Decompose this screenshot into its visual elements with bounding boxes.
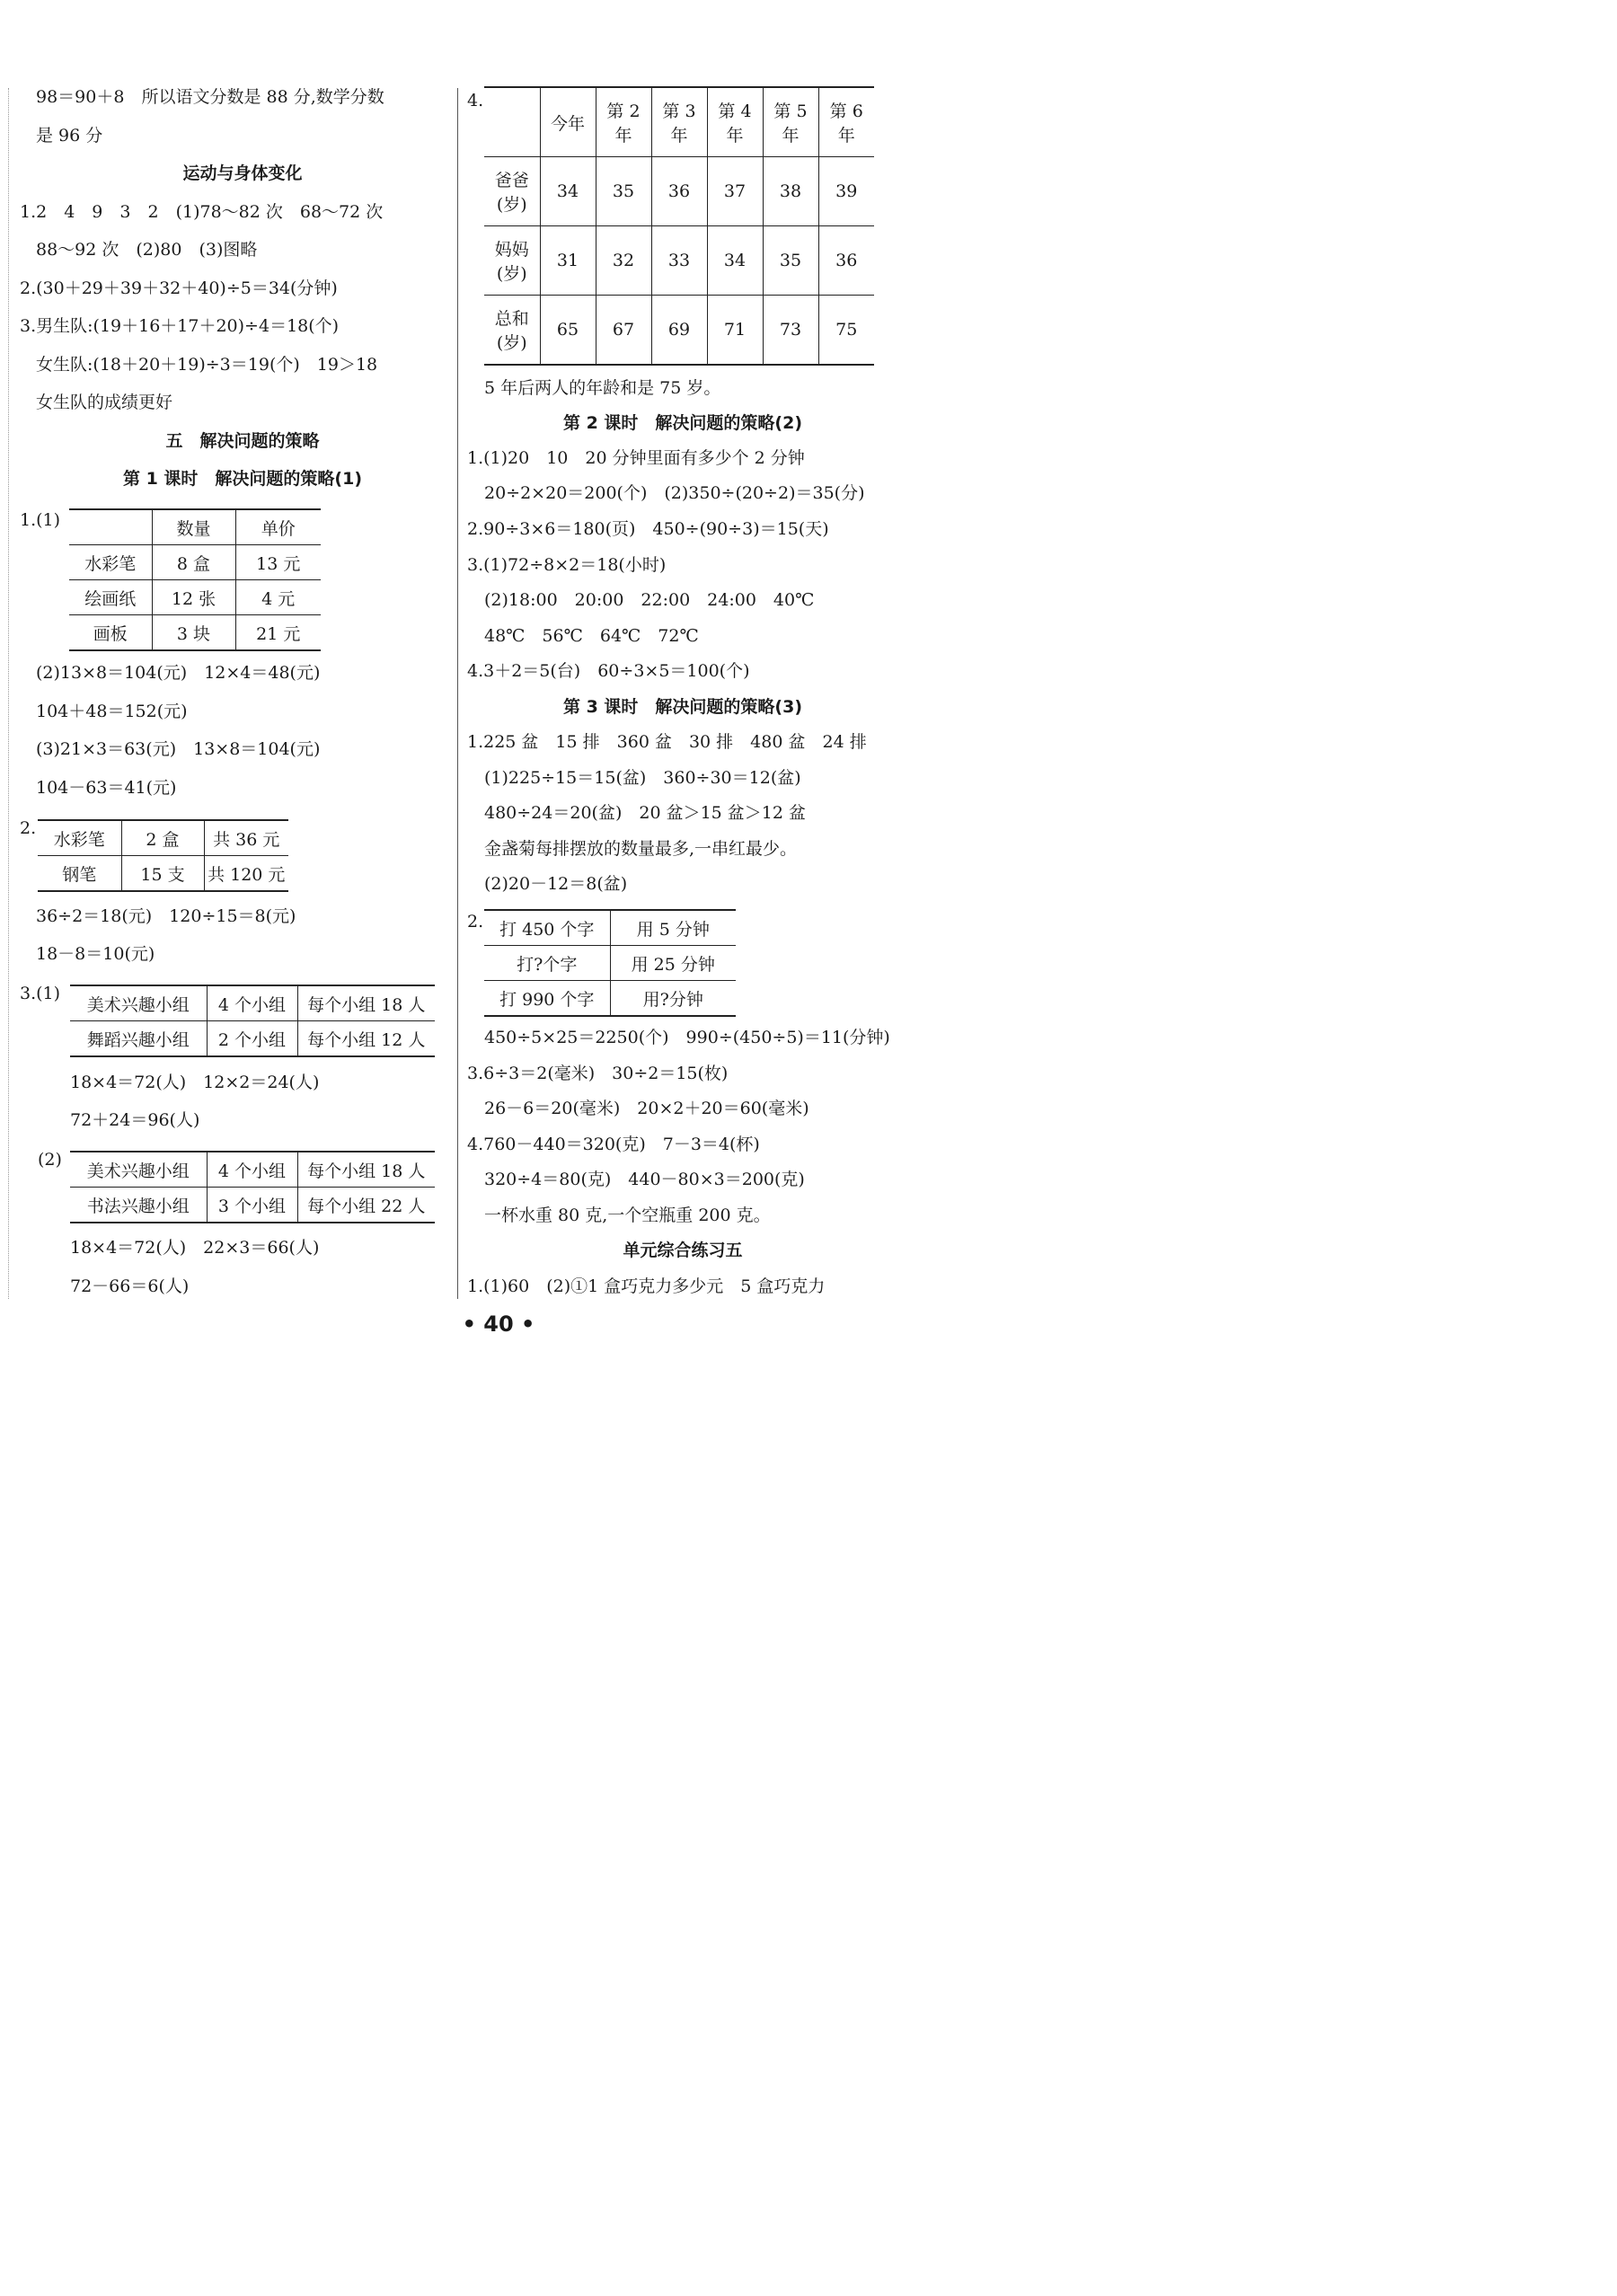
table-cell: 美术兴趣小组 (86, 1161, 190, 1181)
table-cell: 打?个字 (484, 946, 610, 981)
text-line: 88～92 次 (2)80 (3)图略 (36, 240, 258, 260)
text-line: 18－8＝10(元) (36, 944, 155, 964)
table-header-cell: 第 5 年 (763, 87, 818, 157)
table-cell (69, 509, 152, 545)
table-cell: 75 (818, 296, 874, 366)
section-heading: 运动与身体变化 (182, 163, 303, 183)
left-margin-guide (8, 88, 9, 1299)
table-cell: 69 (651, 296, 707, 366)
table-cell: 65 (540, 296, 596, 366)
table-cell: 73 (763, 296, 818, 366)
table-row (69, 509, 321, 545)
table-cell: 用 5 分钟 (610, 910, 736, 946)
table-cell: 34 (540, 157, 596, 226)
question-label: 2. (467, 912, 484, 932)
table-row-label: 妈妈 (岁) (484, 226, 540, 296)
table-row-label: 总和 (岁) (484, 296, 540, 366)
unit-heading: 五 解决问题的策略 (165, 431, 320, 451)
text-line: 女生队:(18＋20＋19)÷3＝19(个) 19＞18 (36, 355, 378, 375)
table-row (484, 910, 736, 946)
table-typing (484, 909, 736, 1017)
table-ages (484, 86, 874, 366)
table-cell: 31 (540, 226, 596, 296)
table-header-cell: 第 6 年 (818, 87, 874, 157)
table-cell: 美术兴趣小组 (86, 994, 190, 1015)
table-header-cell: 今年 (540, 87, 596, 157)
table-row (69, 615, 321, 651)
text-line: 72－66＝6(人) (70, 1276, 190, 1296)
text-line: 3.(1)72÷8×2＝18(小时) (467, 555, 667, 575)
text-line: 2.90÷3×6＝180(页) 450÷(90÷3)＝15(天) (467, 519, 829, 539)
text-line: (1)225÷15＝15(盆) 360÷30＝12(盆) (484, 768, 801, 788)
lesson-heading: 第 3 课时 解决问题的策略(3) (562, 697, 803, 717)
table-cell: 3 个小组 (207, 1188, 297, 1223)
table-cell: 水彩笔 (53, 829, 105, 850)
text-line: 1.(1)20 10 20 分钟里面有多少个 2 分钟 (467, 448, 805, 468)
table-cell: 3 块 (152, 615, 235, 651)
table-cell: 36 (651, 157, 707, 226)
text-line: 1.(1)60 (2)①1 盒巧克力多少元 5 盒巧克力 (467, 1276, 826, 1296)
table-row (38, 820, 288, 856)
table-cell: 4 个小组 (207, 1152, 297, 1188)
text-line: 3.6÷3＝2(毫米) 30÷2＝15(枚) (467, 1064, 729, 1083)
table-row (70, 985, 435, 1021)
table-row-label: 爸爸 (岁) (484, 157, 540, 226)
table-header-cell: 数量 (152, 509, 235, 545)
text-line: 1.2 4 9 3 2 (1)78～82 次 68～72 次 (20, 202, 384, 222)
table-cell: 打 450 个字 (499, 919, 595, 940)
table-cell: 舞蹈兴趣小组 (70, 1021, 207, 1057)
text-line: 26－6＝20(毫米) 20×2＋20＝60(毫米) (484, 1099, 809, 1118)
table-cell: 打 990 个字 (484, 981, 610, 1017)
table-row (484, 981, 736, 1017)
table-cell: 绘画纸 (69, 580, 152, 615)
text-line: 一杯水重 80 克,一个空瓶重 200 克。 (484, 1205, 771, 1225)
table-row (70, 1188, 435, 1223)
page-number: • 40 • (462, 1311, 535, 1337)
table-cell: 37 (707, 157, 763, 226)
table-cell: 39 (818, 157, 874, 226)
table-cell: 水彩笔 (69, 545, 152, 580)
text-line: 36÷2＝18(元) 120÷15＝8(元) (36, 906, 296, 926)
table-cell: 书法兴趣小组 (70, 1188, 207, 1223)
table-cell: 4 个小组 (207, 985, 297, 1021)
text-line: 480÷24＝20(盆) 20 盆＞15 盆＞12 盆 (484, 803, 807, 823)
text-line: (2)20－12＝8(盆) (484, 874, 628, 894)
table-cell: 4 元 (235, 580, 321, 615)
table-row (484, 87, 874, 157)
text-line: (3)21×3＝63(元) 13×8＝104(元) (36, 739, 321, 759)
text-line: 4.760－440＝320(克) 7－3＝4(杯) (467, 1135, 760, 1154)
table-row (69, 580, 321, 615)
table-row (484, 157, 874, 226)
lesson-heading: 第 2 课时 解决问题的策略(2) (562, 413, 803, 433)
table-cell: 34 (707, 226, 763, 296)
table-row (484, 226, 874, 296)
table-cell: 38 (763, 157, 818, 226)
table-cell: 35 (763, 226, 818, 296)
text-line: 18×4＝72(人) 12×2＝24(人) (70, 1073, 320, 1092)
text-line: 450÷5×25＝2250(个) 990÷(450÷5)＝11(分钟) (484, 1028, 890, 1047)
text-line: 女生队的成绩更好 (36, 393, 173, 412)
table-cell: 每个小组 18 人 (297, 985, 435, 1021)
table-cell (484, 87, 540, 157)
table-cell: 钢笔 (38, 856, 121, 892)
question-label: 4. (467, 91, 484, 110)
table-cell: 36 (818, 226, 874, 296)
table-cell: 每个小组 18 人 (297, 1152, 435, 1188)
table-cell: 67 (596, 296, 651, 366)
text-line: 104＋48＝152(元) (36, 702, 188, 721)
question-label: 1.(1) (20, 510, 61, 530)
text-line: (2)18:00 20:00 22:00 24:00 40℃ (484, 590, 815, 610)
table-cell: 用 25 分钟 (610, 946, 736, 981)
text-line: 2.(30＋29＋39＋32＋40)÷5＝34(分钟) (20, 278, 338, 298)
table-cell: 13 元 (235, 545, 321, 580)
question-label: 3.(1) (20, 984, 61, 1003)
table-cell: 35 (596, 157, 651, 226)
table-cell: 71 (707, 296, 763, 366)
lesson-heading: 第 1 课时 解决问题的策略(1) (122, 469, 363, 489)
table-header-cell: 第 3 年 (651, 87, 707, 157)
text-line: 4.3＋2＝5(台) 60÷3×5＝100(个) (467, 661, 750, 681)
table-row (70, 1021, 435, 1057)
table-row (38, 856, 288, 892)
table-cell: 12 张 (152, 580, 235, 615)
table-groups-2 (70, 1151, 435, 1223)
question-label: (2) (38, 1150, 62, 1170)
column-divider (457, 88, 458, 1299)
text-line: 72＋24＝96(人) (70, 1110, 200, 1130)
question-label: 2. (20, 818, 37, 838)
text-line: 104－63＝41(元) (36, 778, 177, 798)
table-row (484, 296, 874, 366)
table-cell: 33 (651, 226, 707, 296)
table-cell: 21 元 (235, 615, 321, 651)
table-groups-1 (70, 985, 435, 1057)
table-header-cell: 第 4 年 (707, 87, 763, 157)
section-heading: 单元综合练习五 (623, 1241, 743, 1260)
table-cell: 32 (596, 226, 651, 296)
table-cell: 2 盒 (121, 820, 204, 856)
table-header-cell: 单价 (235, 509, 321, 545)
text-line: 5 年后两人的年龄和是 75 岁。 (484, 378, 721, 398)
table-cell: 2 个小组 (207, 1021, 297, 1057)
text-line: 金盏菊每排摆放的数量最多,一串红最少。 (484, 839, 798, 859)
text-line: 18×4＝72(人) 22×3＝66(人) (70, 1238, 320, 1258)
table-row (484, 946, 736, 981)
table-cell: 每个小组 12 人 (297, 1021, 435, 1057)
text-line: 320÷4＝80(克) 440－80×3＝200(克) (484, 1170, 805, 1189)
table-row (69, 545, 321, 580)
table-cell: 8 盒 (152, 545, 235, 580)
table-pens (38, 819, 288, 892)
table-cell: 每个小组 22 人 (297, 1188, 435, 1223)
table-row (70, 1152, 435, 1188)
table-goods (69, 508, 321, 651)
text-line: 是 96 分 (36, 126, 103, 146)
text-line: 20÷2×20＝200(个) (2)350÷(20÷2)＝35(分) (484, 483, 865, 503)
text-line: 3.男生队:(19＋16＋17＋20)÷4＝18(个) (20, 316, 340, 336)
text-line: 48℃ 56℃ 64℃ 72℃ (484, 626, 699, 646)
table-cell: 共 120 元 (204, 856, 288, 892)
table-cell: 15 支 (121, 856, 204, 892)
text-line: 98＝90＋8 所以语文分数是 88 分,数学分数 (36, 87, 384, 107)
text-line: 1.225 盆 15 排 360 盆 30 排 480 盆 24 排 (467, 732, 867, 752)
table-header-cell: 第 2 年 (596, 87, 651, 157)
table-cell: 共 36 元 (204, 820, 288, 856)
table-cell: 用?分钟 (610, 981, 736, 1017)
text-line: (2)13×8＝104(元) 12×4＝48(元) (36, 663, 321, 683)
table-cell: 画板 (69, 615, 152, 651)
